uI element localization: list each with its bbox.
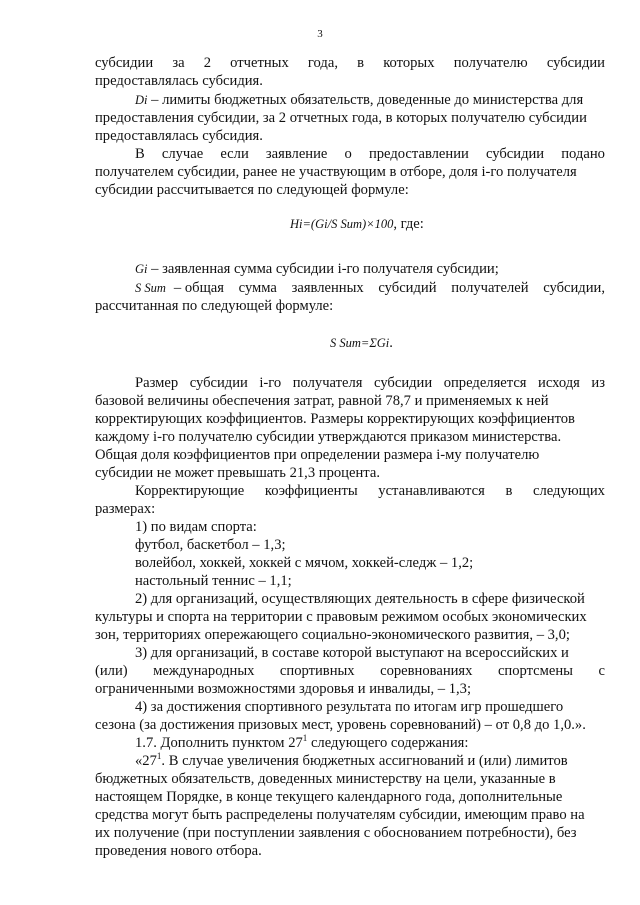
text-line: субсидии рассчитывается по следующей формуле:	[95, 182, 409, 198]
word: в	[357, 55, 365, 71]
word: соревнованиях	[380, 663, 473, 679]
text-line: Di – лимиты бюджетных обязательств, доведенные до министерства для	[135, 92, 584, 108]
word: i-го	[259, 375, 282, 391]
justified-line	[135, 145, 605, 163]
text-line: корректирующих коэффициентов. Размеры корректирующих коэффициентов	[95, 411, 575, 427]
formula-symbol: Di	[135, 93, 148, 107]
word: получателю	[453, 55, 528, 71]
word: отчетных	[230, 55, 289, 71]
text-line: настоящем Порядке, в конце текущего календарного года, дополнительные	[95, 789, 563, 805]
list-item: футбол, баскетбол – 1,3;	[135, 537, 286, 553]
justified-line	[95, 662, 605, 680]
list-item: 3) для организаций, в составе которой выступают на всероссийских и	[135, 645, 569, 661]
word: заявленных	[291, 280, 364, 296]
text-line: ограниченными возможностями здоровья и инвалиды, – 1,3;	[95, 681, 472, 697]
word: если	[220, 146, 249, 162]
formula-symbol: S Sum	[135, 281, 166, 295]
text-line: проведения нового отбора.	[95, 843, 262, 859]
word: субсидии	[546, 55, 605, 71]
word: определяется	[443, 375, 527, 391]
word: которых	[383, 55, 435, 71]
word: заявление	[265, 146, 328, 162]
list-item: волейбол, хоккей, хоккей с мячом, хоккей-следж – 1,2;	[135, 555, 474, 571]
list-item: настольный теннис – 1,1;	[135, 573, 292, 589]
page-number: 3	[317, 28, 323, 40]
text-line: культуры и спорта на территории с правовым режимом особых экономических	[95, 609, 587, 625]
justified-words	[174, 279, 605, 297]
list-item: 4) за достижения спортивного результата по итогам игр прошедшего	[135, 699, 564, 715]
word: 2	[203, 55, 212, 71]
word: за	[172, 55, 185, 71]
word: следующих	[532, 483, 605, 499]
text-line: Общая доля коэффициентов при определении размера i-му получателю	[95, 447, 540, 463]
word: спортивных	[279, 663, 355, 679]
word: международных	[153, 663, 255, 679]
text-line: бюджетных обязательств, доведенных министерству на цели, указанные в	[95, 771, 556, 787]
word: сумма	[238, 280, 277, 296]
word: В	[135, 146, 145, 162]
word: подано	[561, 146, 605, 162]
word: Корректирующие	[135, 483, 245, 499]
text-line: получателем субсидии, ранее не участвующим в отборе, доля i-го получателя	[95, 164, 577, 180]
text-line: предоставлялась субсидия.	[95, 73, 263, 89]
word: Размер	[135, 375, 179, 391]
word: исходя	[538, 375, 580, 391]
formula-hi: Hi=(Gi/S Sum)×100, где:	[290, 216, 424, 232]
text-line: «$27^1$. В случае увеличения бюджетных ассигнований и (или) лимитов	[135, 751, 568, 769]
justified-line	[135, 482, 605, 500]
word: в	[505, 483, 513, 499]
text-line: зон, территориях опережающего социально-экономического развития, – 3,0;	[95, 627, 570, 643]
justified-line	[135, 374, 605, 392]
word: о	[344, 146, 352, 162]
text-line: Gi – заявленная сумма субсидии i-го получателя субсидии;	[135, 261, 499, 277]
word: года,	[307, 55, 338, 71]
word: получателей	[451, 280, 529, 296]
text-line: предоставлялась субсидия.	[95, 128, 263, 144]
justified-line	[95, 54, 605, 72]
word: – общая	[173, 280, 225, 296]
list-item-heading: 1) по видам спорта:	[135, 519, 257, 535]
text-line: предоставления субсидии, за 2 отчетных года, в которых получателю субсидии	[95, 110, 587, 126]
word: случае	[161, 146, 204, 162]
word: с	[598, 663, 605, 679]
word: субсидии,	[543, 280, 605, 296]
word: субсидии	[95, 55, 154, 71]
text-line: 1.7. Дополнить пунктом $27^1$ следующего содержания:	[135, 733, 469, 751]
word: субсидии	[374, 375, 433, 391]
text-line: базовой величины обеспечения затрат, равной 78,7 и применяемых к ней	[95, 393, 549, 409]
text-line: сезона (за достижения призовых мест, уровень соревнований) – от 0,8 до 1,0.».	[95, 717, 586, 733]
word: из	[591, 375, 605, 391]
list-item: 2) для организаций, осуществляющих деятельность в сфере физической	[135, 591, 585, 607]
text-line: каждому i-го получателю субсидии утверждаются приказом министерства.	[95, 429, 562, 445]
word: коэффициенты	[264, 483, 358, 499]
word: устанавливаются	[378, 483, 485, 499]
word: (или)	[95, 663, 128, 679]
text-line: средства могут быть распределены получателям субсидии, имеющим право на	[95, 807, 585, 823]
word: субсидий	[378, 280, 437, 296]
text-line: субсидии не может превышать 21,3 процента.	[95, 465, 380, 481]
text-line: их получение (при поступлении заявления с обоснованием потребности), без	[95, 825, 577, 841]
formula-sum: S Sum=ΣGi.	[330, 335, 393, 351]
word: спортсмены	[497, 663, 573, 679]
text-line	[135, 279, 605, 297]
text-line: размерах:	[95, 501, 156, 517]
word: предоставлении	[368, 146, 469, 162]
formula-symbol: Gi	[135, 262, 148, 276]
word: получателя	[292, 375, 363, 391]
text-line: рассчитанная по следующей формуле:	[95, 298, 334, 314]
word: субсидии	[485, 146, 545, 162]
word: субсидии	[189, 375, 248, 391]
